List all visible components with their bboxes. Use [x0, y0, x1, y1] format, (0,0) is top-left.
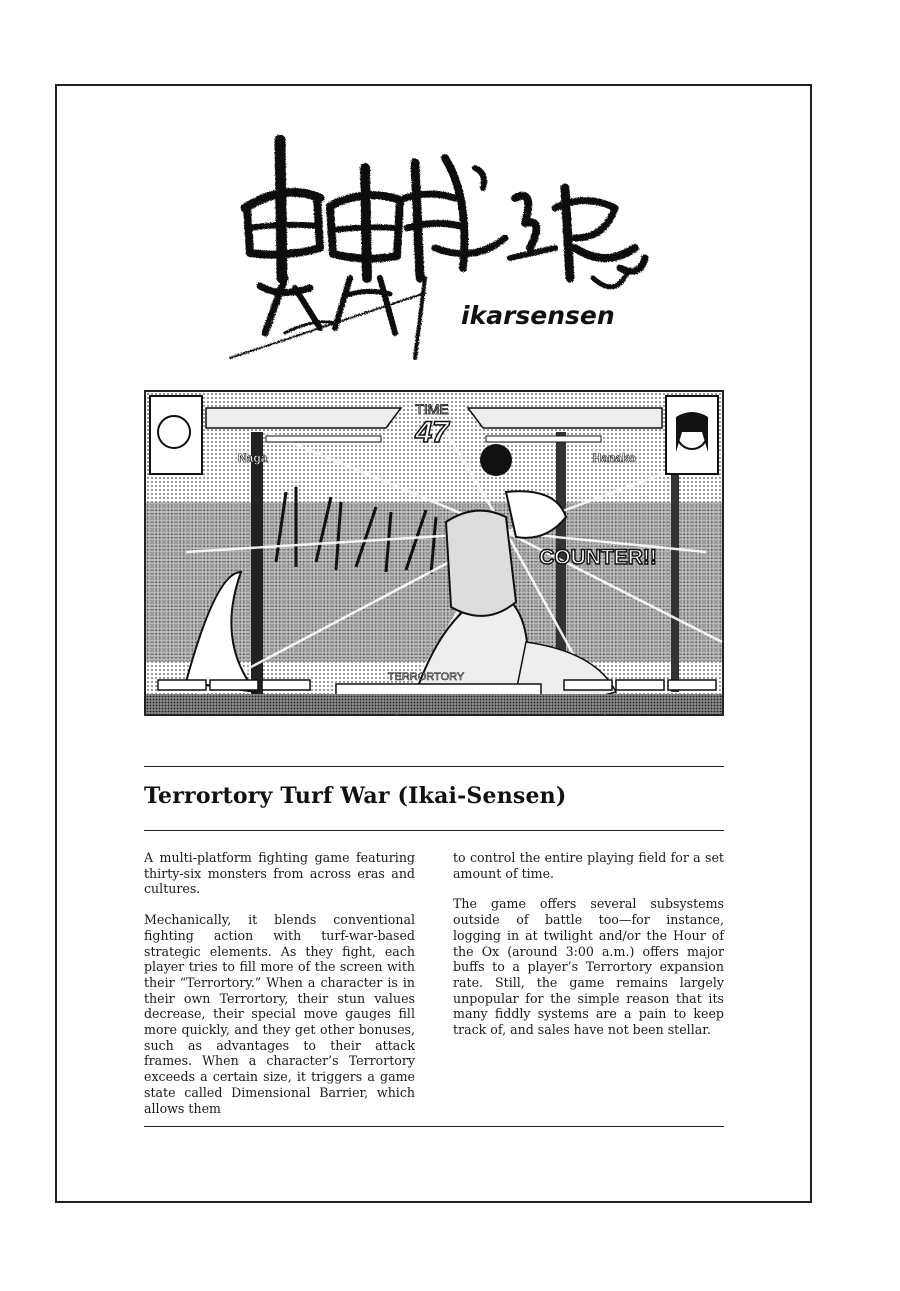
- rule-bottom: [144, 1126, 724, 1127]
- paragraph: Mechanically, it blends conventional fighting action with turf-war-based strategic elements. As they fight, each player tries to fill more of the screen with their “Terrortory.” When a character is in their own Terrortory, their stun values decrease, their special move gauges fill more quickly, and they get other bonuses, such as advantages to their attack frames. When a character’s Terrortory exceeds a certain size, it triggers a game state called Dimensional Barrier, which allows them: [144, 912, 415, 1116]
- logo-romaji: ikarsensen: [461, 301, 615, 330]
- paragraph: The game offers several subsystems outside of battle too—for instance, logging in at twilight and/or the Hour of the Ox (around 3:00 a.m.) offers major buffs to a player’s Terrortory expansion rate. Still, the game remains largely unpopular for the simple reason that its many fiddly systems are a pain to keep track of, and sales have not been stellar.: [453, 896, 724, 1038]
- rule-under-title: [144, 830, 724, 831]
- hud-time-label: TIME: [415, 401, 449, 417]
- territory-label: TERRORTORY: [387, 671, 465, 683]
- article-column-left: [144, 850, 415, 1131]
- article-title: Terrortory Turf War (Ikai-Sensen): [144, 783, 567, 809]
- rule-top: [144, 766, 724, 767]
- logo-kanji: 異界戦線: [225, 113, 290, 132]
- counter-text: COUNTER!!: [539, 546, 657, 569]
- article-column-right: [453, 850, 724, 1053]
- hud-time-value: 47: [415, 416, 449, 449]
- paragraph: A multi-platform fighting game featuring thirty-six monsters from across eras and cultures.: [144, 850, 415, 897]
- player1-name: Naga: [238, 451, 268, 465]
- paragraph: to control the entire playing field for a set amount of time.: [453, 850, 724, 881]
- game-screenshot-art: [146, 392, 722, 714]
- player2-name: Hanako: [592, 451, 636, 465]
- game-screenshot: [144, 390, 724, 716]
- game-logo: [225, 113, 655, 368]
